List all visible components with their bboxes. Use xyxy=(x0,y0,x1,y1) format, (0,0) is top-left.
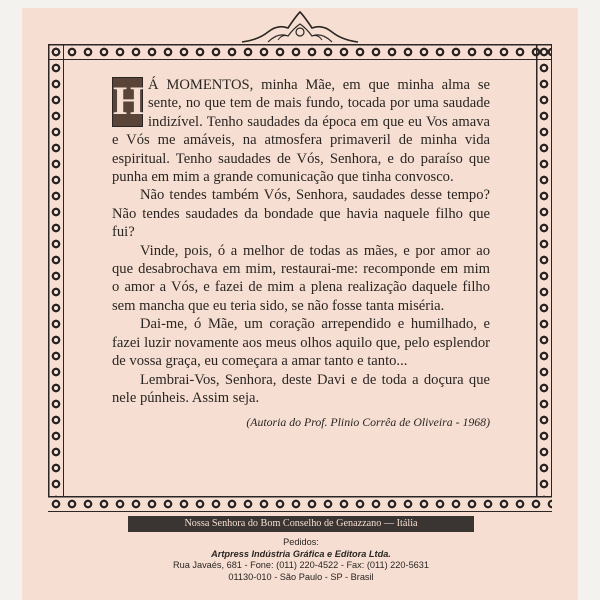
publisher-info xyxy=(134,537,468,583)
ornamental-border-top xyxy=(48,44,552,60)
orders-heading: Pedidos: xyxy=(283,537,319,547)
paragraph-1 xyxy=(112,76,490,186)
publisher-address: Rua Javaés, 681 - Fone: (011) 220-4522 - Fax: (011) 220-5631 xyxy=(172,560,430,570)
prayer-text xyxy=(112,76,490,432)
ornamental-border-bottom xyxy=(48,496,552,512)
publisher-city: 01130-010 - São Paulo - SP - Brasil xyxy=(228,571,374,582)
lead-words: Á MOMENTOS, xyxy=(148,77,254,93)
paragraph-5: Lembrai-Vos, Senhora, deste Davi e de toda a doçura que nele púnheis. Assim seja. xyxy=(112,371,490,406)
drop-cap: H xyxy=(112,77,143,127)
ornament-crest-icon xyxy=(238,10,362,44)
publisher-name: Artpress Indústria Gráfica e Editora Ltda. xyxy=(211,548,391,559)
ornamental-border-right xyxy=(536,44,552,496)
ornamental-border-left xyxy=(48,44,64,496)
paragraph-1-text: minha Mãe, em que minha alma se sente, no que tem de mais fundo, tocada por uma saudade indizível. Tenho saudades da época em que eu Vos amava e Vós me amáveis, na atmosfera primaveril de minha vida espiritual. Tenho saudades de Vós, Senhora, e do paraíso que punha em mim a grande comunicação que tinha convosco. xyxy=(112,77,490,186)
attribution: (Autoria do Prof. Plinio Corrêa de Oliveira - 1968) xyxy=(246,415,490,430)
image-caption: Nossa Senhora do Bom Conselho de Genazzano — Itália xyxy=(128,516,474,532)
paragraph-4: Dai-me, ó Mãe, um coração arrependido e humilhado, e fazei luzir novamente aos meus olhos aquilo que, pelo esplendor de vossa graça, eu começara a amar tanto e tanto... xyxy=(112,316,490,370)
paragraph-2: Não tendes também Vós, Senhora, saudades desse tempo? Não tendes saudades da bondade que havia naquele filho que fui? xyxy=(112,187,490,241)
paragraph-3: Vinde, pois, ó a melhor de todas as mães, e por amor ao que desabrochava em mim, restaurai-me: recomponde em mim o amor a Vós, e fazei de mim a plena realização daquele filho sem mancha que eu teria sido, se não fosse tanta miséria. xyxy=(112,242,490,314)
